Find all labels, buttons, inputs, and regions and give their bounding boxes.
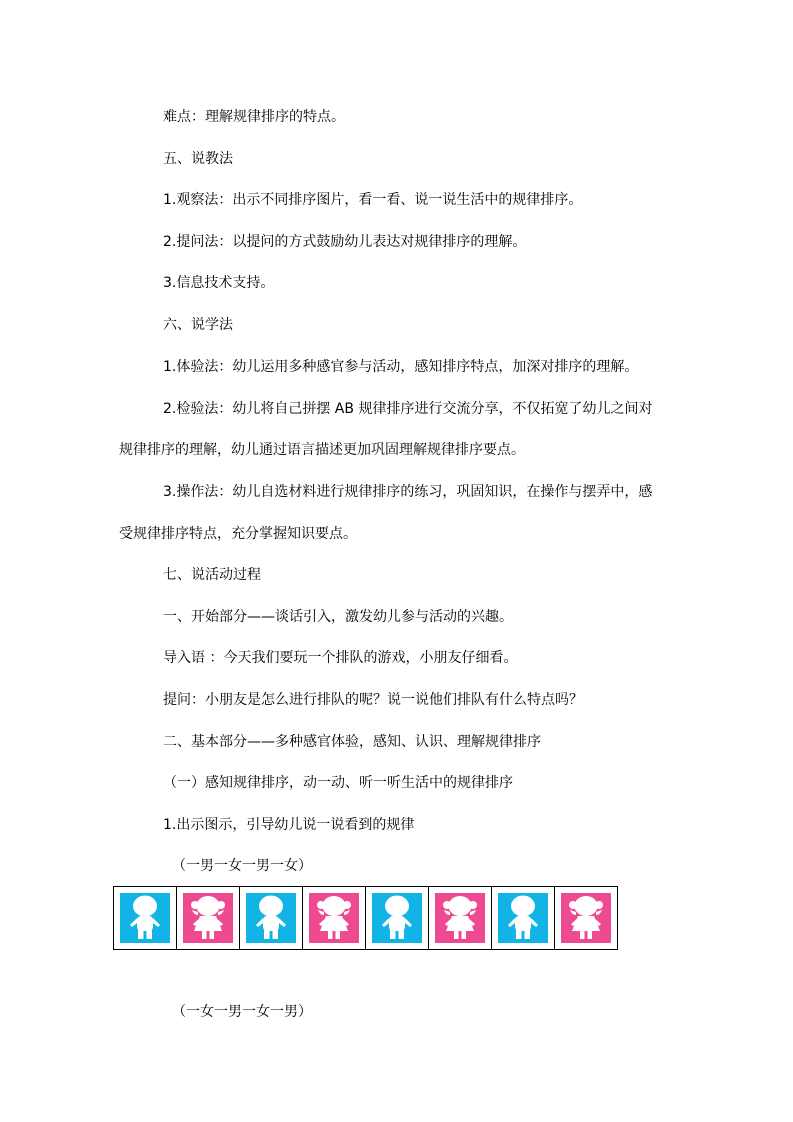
paragraph-opening-part: 一、开始部分——谈话引入，激发幼儿参与活动的兴趣。 bbox=[163, 609, 513, 625]
boy-icon bbox=[372, 893, 422, 943]
paragraph-intro-speech: 导入语 ：今天我们要玩一个排队的游戏，小朋友仔细看。 bbox=[163, 650, 518, 666]
pattern-cell bbox=[492, 887, 555, 949]
heading-teaching-method: 五、说教法 bbox=[163, 151, 233, 167]
paragraph-it-support: 3.信息技术支持。 bbox=[163, 275, 275, 291]
paragraph-difficulty: 难点：理解规律排序的特点。 bbox=[163, 109, 345, 125]
girl-icon bbox=[183, 893, 233, 943]
paragraph-operate-method-line1: 3.操作法：幼儿自选材料进行规律排序的练习，巩固知识，在操作与摆弄中，感 bbox=[163, 484, 653, 500]
paragraph-verify-method-line1: 2.检验法：幼儿将自己拼摆 AB 规律排序进行交流分享，不仅拓宽了幼儿之间对 bbox=[163, 401, 653, 417]
boy-icon bbox=[246, 893, 296, 943]
paragraph-perceive-pattern: （一）感知规律排序，动一动、听一听生活中的规律排序 bbox=[163, 775, 513, 791]
paragraph-verify-method-line2: 规律排序的理解，幼儿通过语言描述更加巩固理解规律排序要点。 bbox=[119, 442, 525, 458]
paragraph-question-method: 2.提问法：以提问的方式鼓励幼儿表达对规律排序的理解。 bbox=[163, 234, 527, 250]
paragraph-experience-method: 1.体验法：幼儿运用多种感官参与活动，感知排序特点，加深对排序的理解。 bbox=[163, 359, 639, 375]
pattern-cell bbox=[240, 887, 303, 949]
girl-icon bbox=[309, 893, 359, 943]
paragraph-basic-part: 二、基本部分——多种感官体验，感知、认识、理解规律排序 bbox=[163, 734, 541, 750]
boy-icon bbox=[120, 893, 170, 943]
pattern-cell bbox=[303, 887, 366, 949]
pattern-figure-strip bbox=[113, 886, 618, 950]
caption-girl-boy-pattern: （一女一男一女一男） bbox=[172, 1004, 312, 1020]
paragraph-show-picture: 1.出示图示，引导幼儿说一说看到的规律 bbox=[163, 817, 415, 833]
pattern-cell bbox=[114, 887, 177, 949]
girl-icon bbox=[561, 893, 611, 943]
pattern-cell bbox=[366, 887, 429, 949]
boy-icon bbox=[498, 893, 548, 943]
pattern-cell bbox=[555, 887, 618, 949]
heading-activity-process: 七、说活动过程 bbox=[163, 567, 261, 583]
heading-learning-method: 六、说学法 bbox=[163, 317, 233, 333]
pattern-cell bbox=[177, 887, 240, 949]
paragraph-observation-method: 1.观察法：出示不同排序图片，看一看、说一说生活中的规律排序。 bbox=[163, 192, 583, 208]
pattern-cell bbox=[429, 887, 492, 949]
girl-icon bbox=[435, 893, 485, 943]
paragraph-question: 提问：小朋友是怎么进行排队的呢？说一说他们排队有什么特点吗？ bbox=[163, 692, 583, 708]
paragraph-operate-method-line2: 受规律排序特点，充分掌握知识要点。 bbox=[119, 526, 357, 542]
caption-boy-girl-pattern: （一男一女一男一女） bbox=[172, 858, 312, 874]
